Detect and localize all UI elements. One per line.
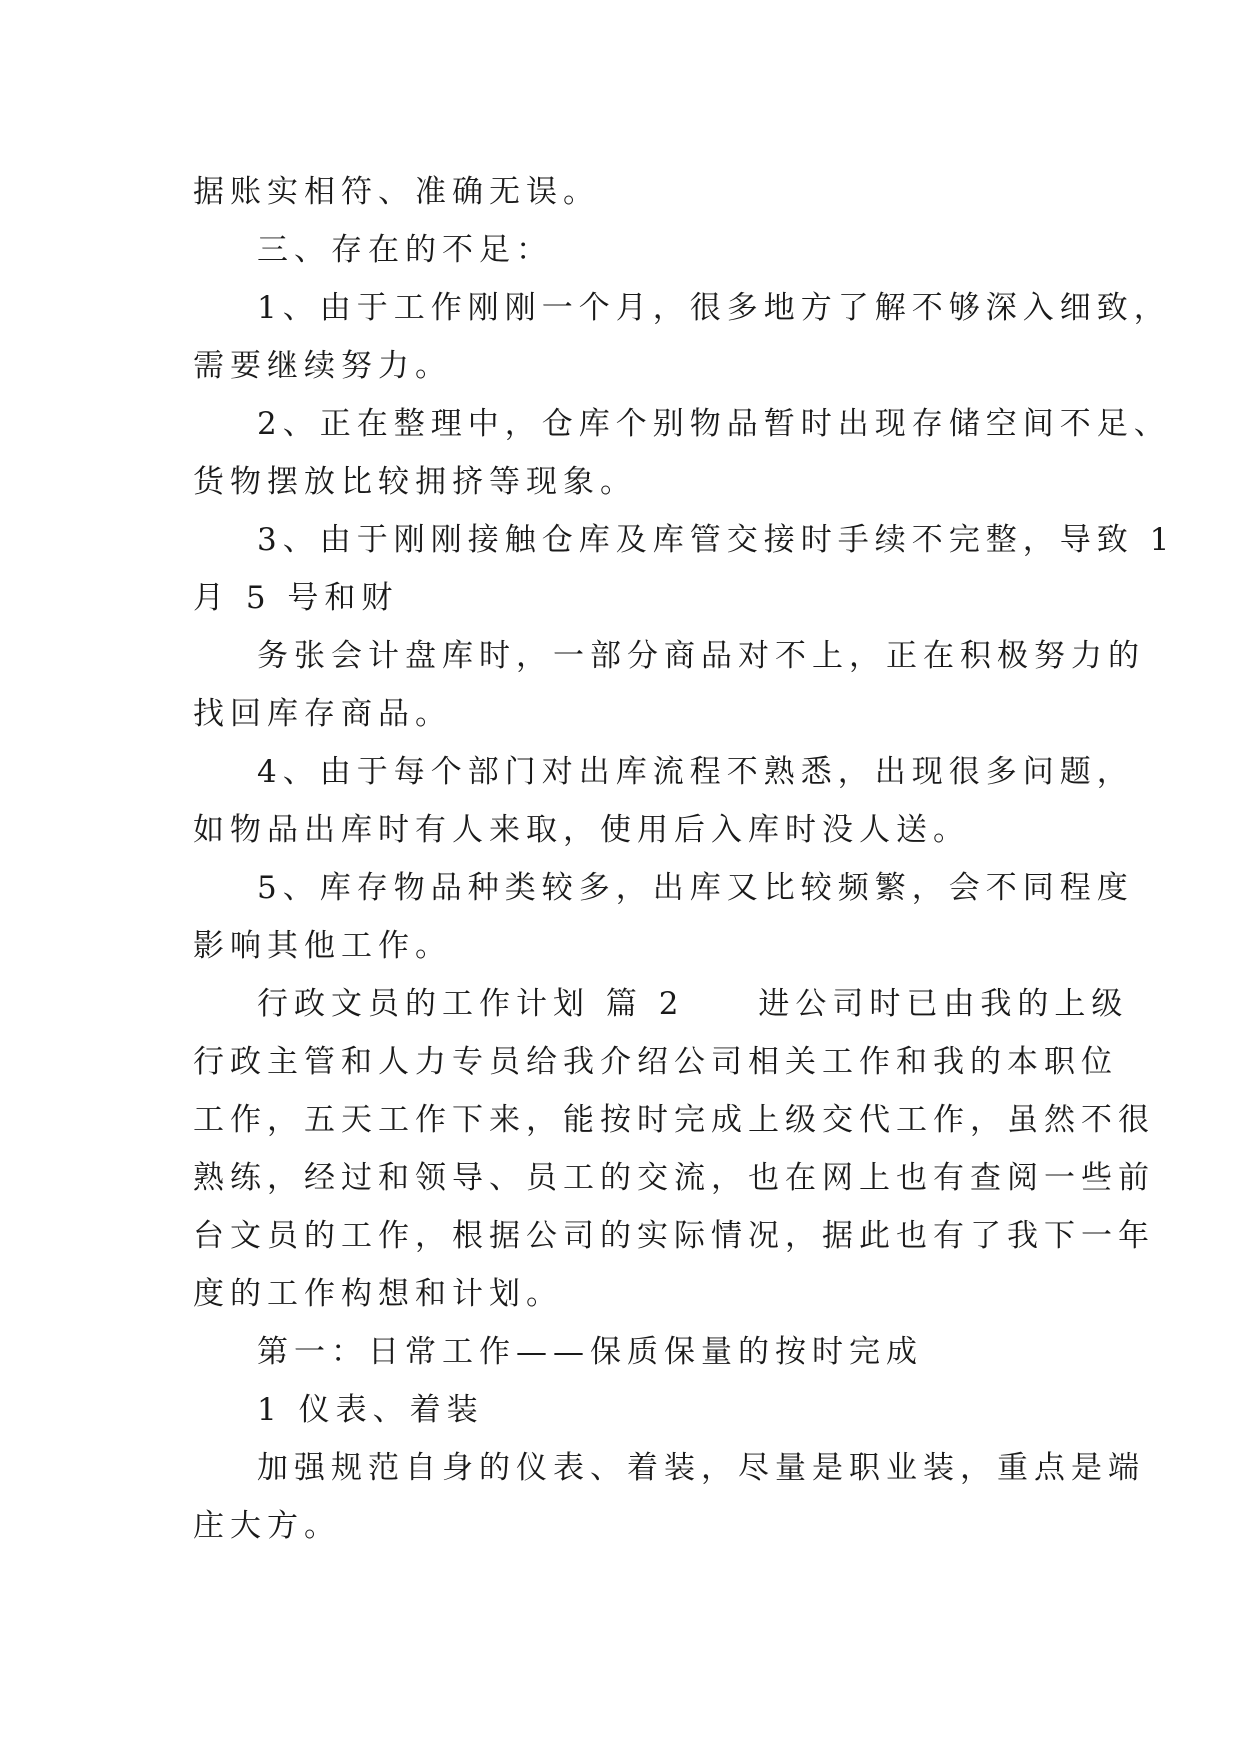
document-body (193, 163, 1176, 1555)
text-line: 4、由于每个部门对出库流程不熟悉，出现很多问题， (257, 754, 1134, 790)
text-line: 2、正在整理中，仓库个别物品暂时出现存储空间不足、 (257, 406, 1171, 442)
subsection-heading-line: 第一：日常工作——保质保量的按时完成 (257, 1334, 923, 1370)
text-line: 三、存在的不足： (257, 232, 553, 268)
text-line: 度的工作构想和计划。 (193, 1276, 563, 1312)
text-line: 影响其他工作。 (193, 928, 452, 964)
text-line: 3、由于刚刚接触仓库及库管交接时手续不完整，导致 1 (257, 522, 1176, 558)
text-line: 加强规范自身的仪表、着装，尽量是职业装，重点是端 (257, 1450, 1145, 1486)
text-line: 务张会计盘库时，一部分商品对不上，正在积极努力的 (257, 638, 1145, 674)
text-line: 1、由于工作刚刚一个月，很多地方了解不够深入细致， (257, 290, 1171, 326)
text-line: 台文员的工作，根据公司的实际情况，据此也有了我下一年 (193, 1218, 1155, 1254)
text-line: 工作，五天工作下来，能按时完成上级交代工作，虽然不很 (193, 1102, 1155, 1138)
text-line: 据账实相符、准确无误。 (193, 174, 600, 210)
text-line: 货物摆放比较拥挤等现象。 (193, 464, 637, 500)
text-line: 庄大方。 (193, 1508, 341, 1544)
text-line: 月 5 号和财 (193, 580, 399, 616)
text-line: 熟练，经过和领导、员工的交流，也在网上也有查阅一些前 (193, 1160, 1155, 1196)
text-line: 如物品出库时有人来取，使用后入库时没人送。 (193, 812, 970, 848)
text-line: 5、库存物品种类较多，出库又比较频繁，会不同程度 (257, 870, 1134, 906)
text-line: 找回库存商品。 (193, 696, 452, 732)
section-heading-line: 行政文员的工作计划 篇 2 进公司时已由我的上级 (257, 986, 1129, 1022)
item-heading-line: 1 仪表、着装 (257, 1392, 484, 1428)
text-line: 需要继续努力。 (193, 348, 452, 384)
text-line: 行政主管和人力专员给我介绍公司相关工作和我的本职位 (193, 1044, 1118, 1080)
